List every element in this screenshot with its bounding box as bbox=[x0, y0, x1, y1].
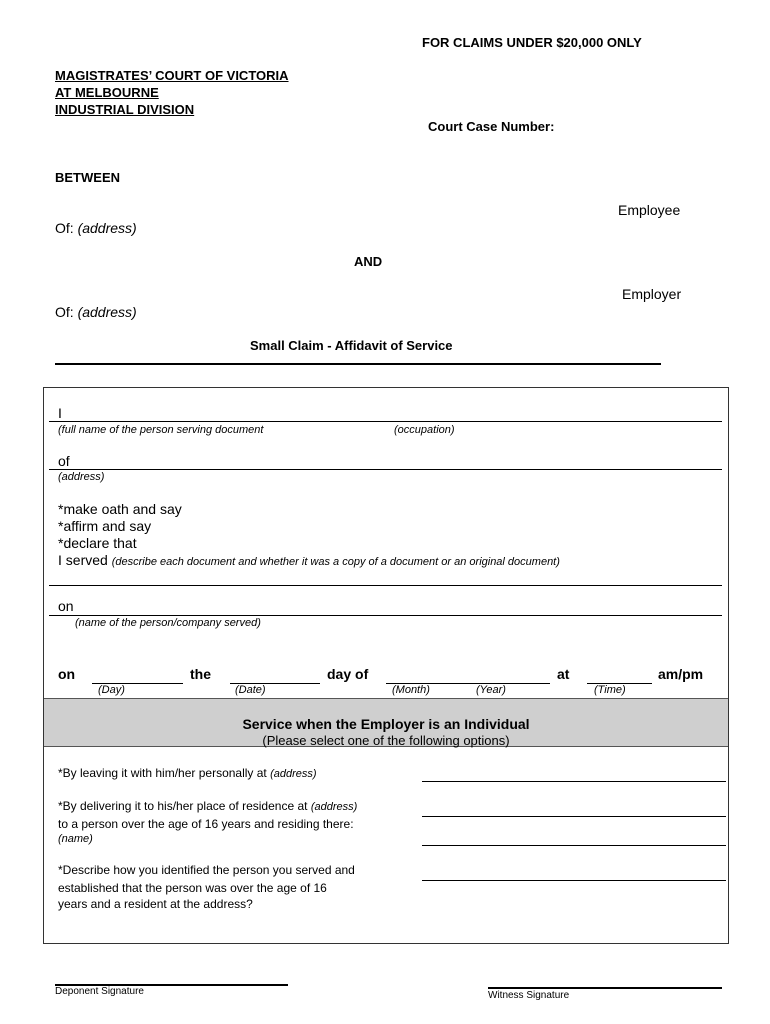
deponent-signature-label: Deponent Signature bbox=[55, 986, 144, 997]
between-label: BETWEEN bbox=[55, 170, 120, 185]
option-3-line-3: years and a resident at the address? bbox=[58, 897, 253, 911]
witness-signature-line[interactable] bbox=[488, 987, 722, 989]
of-label: Of: bbox=[55, 220, 74, 236]
court-name-line-1: MAGISTRATES’ COURT OF VICTORIA bbox=[55, 68, 289, 83]
option-2-hint: (address) bbox=[310, 801, 358, 813]
option-3-description-field[interactable] bbox=[422, 880, 726, 881]
year-hint: (Year) bbox=[476, 684, 506, 696]
employer-label: Employer bbox=[622, 286, 682, 302]
documents-served-field[interactable] bbox=[49, 585, 722, 586]
month-hint: (Month) bbox=[392, 684, 430, 696]
date-hint: (Date) bbox=[235, 684, 266, 696]
oath-option-1: *make oath and say bbox=[58, 501, 182, 517]
form-title: Small Claim - Affidavit of Service bbox=[250, 338, 453, 353]
affidavit-box bbox=[43, 387, 729, 944]
employer-address-line bbox=[55, 304, 137, 320]
witness-signature-label: Witness Signature bbox=[488, 990, 570, 1001]
on-label: on bbox=[58, 598, 74, 614]
date-on-label: on bbox=[58, 666, 76, 682]
of-label: of bbox=[58, 453, 70, 469]
day-hint: (Day) bbox=[98, 684, 125, 696]
option-1-address-field[interactable] bbox=[422, 781, 726, 782]
address-field[interactable] bbox=[49, 469, 722, 470]
employee-address-line bbox=[55, 220, 137, 236]
court-case-number-label: Court Case Number: bbox=[428, 119, 555, 134]
court-name-line-3: INDUSTRIAL DIVISION bbox=[55, 102, 195, 117]
option-1-text bbox=[58, 766, 317, 780]
ampm-label: am/pm bbox=[658, 666, 704, 682]
served-hint: (describe each document and whether it was a copy of a document or an original document) bbox=[111, 556, 560, 568]
oath-option-2: *affirm and say bbox=[58, 518, 152, 534]
option-2-name-hint: (name) bbox=[58, 833, 93, 845]
served-line bbox=[58, 552, 560, 568]
option-2-text bbox=[58, 799, 357, 813]
name-occupation-field[interactable] bbox=[49, 421, 722, 422]
time-hint: (Time) bbox=[594, 684, 626, 696]
day-of-label: day of bbox=[327, 666, 369, 682]
option-2-label: *By delivering it to his/her place of residence at bbox=[58, 799, 308, 813]
address-hint: (address) bbox=[58, 471, 105, 483]
option-2-name-field[interactable] bbox=[422, 845, 726, 846]
served-label: I served bbox=[58, 552, 108, 568]
service-section-subtitle: (Please select one of the following options) bbox=[262, 733, 510, 748]
address-hint: (address) bbox=[77, 304, 137, 320]
option-2-line-2: to a person over the age of 16 years and residing there: bbox=[58, 817, 354, 831]
option-1-label: *By leaving it with him/her personally at bbox=[58, 766, 267, 780]
the-label: the bbox=[190, 666, 211, 682]
claims-limit-heading: FOR CLAIMS UNDER $20,000 ONLY bbox=[422, 35, 642, 50]
title-divider bbox=[55, 363, 661, 365]
and-label: AND bbox=[354, 254, 383, 269]
person-served-hint: (name of the person/company served) bbox=[75, 617, 261, 629]
court-name-line-2: AT MELBOURNE bbox=[55, 85, 159, 100]
i-label: I bbox=[58, 405, 62, 421]
option-1-hint: (address) bbox=[270, 768, 317, 780]
full-name-hint: (full name of the person serving document bbox=[58, 424, 264, 436]
occupation-hint: (occupation) bbox=[394, 424, 455, 436]
service-section-title: Service when the Employer is an Individual bbox=[242, 716, 530, 732]
option-3-line-1: *Describe how you identified the person you served and bbox=[58, 863, 355, 877]
of-label: Of: bbox=[55, 304, 74, 320]
employee-label: Employee bbox=[618, 202, 681, 218]
oath-option-3: *declare that bbox=[58, 535, 137, 551]
person-served-field[interactable] bbox=[49, 615, 722, 616]
option-3-line-2: established that the person was over the age of 16 bbox=[58, 881, 327, 895]
option-2-address-field[interactable] bbox=[422, 816, 726, 817]
service-section-header bbox=[44, 698, 728, 747]
at-label: at bbox=[557, 666, 570, 682]
address-hint: (address) bbox=[77, 220, 137, 236]
